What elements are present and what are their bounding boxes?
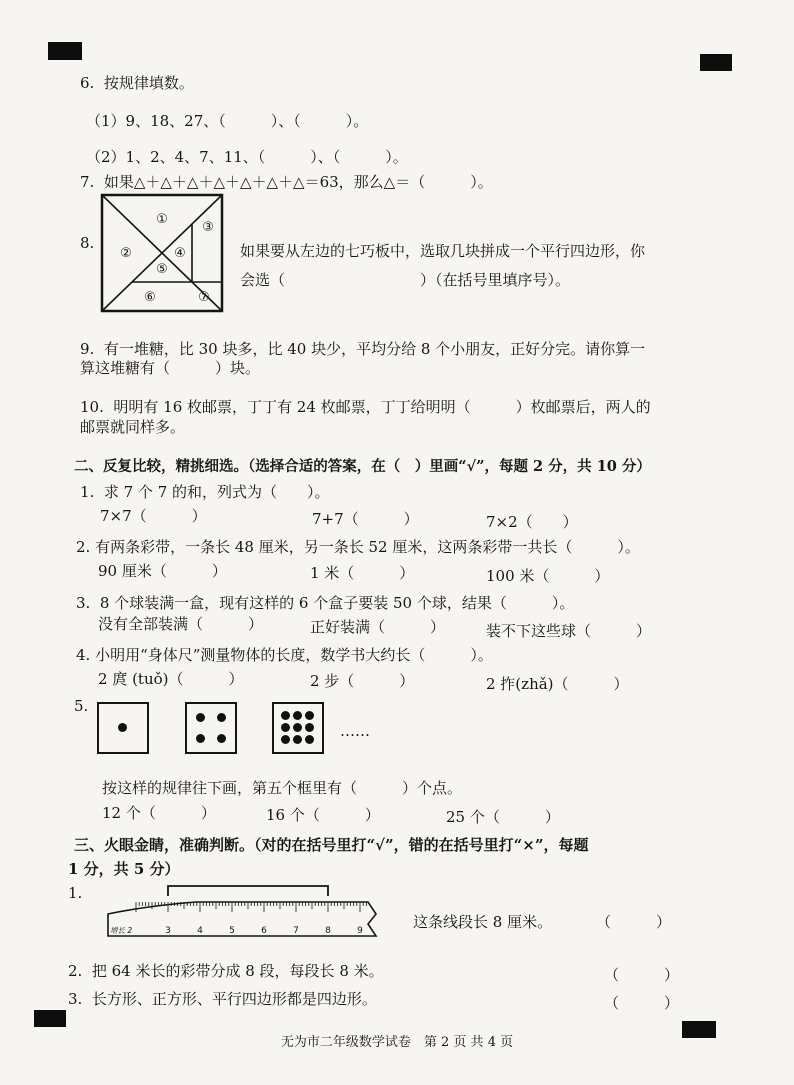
q9-line1: 9. 有一堆糖，比 30 块多，比 40 块少，平均分给 8 个小朋友，正好分完。请你算一 [80,340,646,358]
q8-text-line1: 如果要从左边的七巧板中，选取几块拼成一个平行四边形，你 [240,242,646,260]
s2-q3-option-c: 装不下这些球（ ） [486,622,652,640]
q8-number: 8. [80,234,95,252]
ruler-number: 6 [261,926,267,936]
ruler-number: 8 [325,926,331,936]
s2-q1: 1. 求 7 个 7 的和，列式为（ ）。 [80,483,330,501]
registration-mark-top-left [48,42,82,60]
s2-q5-option-b: 16 个（ ） [266,806,380,824]
dot-box-4 [185,702,237,754]
ruler-svg [106,884,378,944]
s2-q5-text: 按这样的规律往下画，第五个框里有（ ）个点。 [102,779,463,797]
q10-line2: 邮票就同样多。 [80,418,186,436]
s3-q3: 3. 长方形、正方形、平行四边形都是四边形。 [68,990,377,1008]
dot [293,735,302,744]
dot [217,734,226,743]
dot [305,735,314,744]
ruler-number: 3 [165,926,171,936]
page-footer: 无为市二年级数学试卷 第 2 页 共 4 页 [280,1035,514,1050]
s2-q5-number: 5. [74,697,89,715]
tangram-label-3: ③ [202,220,214,235]
s2-q5-ellipsis: …… [340,722,370,740]
s3-q2: 2. 把 64 米长的彩带分成 8 段，每段长 8 米。 [68,962,384,980]
section3-heading-line1: 三、火眼金睛，准确判断。（对的在括号里打“√”，错的在括号里打“×”，每题 [74,836,589,854]
dot-box-1 [97,702,149,754]
tangram-label-7: ⑦ [198,290,210,305]
s3-q2-paren: （ ） [604,966,680,984]
s2-q5-option-c: 25 个（ ） [446,808,560,826]
s3-q1-paren: （ ） [596,913,672,931]
tangram-svg [100,193,224,313]
ruler-number: 9 [357,926,363,936]
dot [293,711,302,720]
s2-q1-option-b: 7+7（ ） [312,510,419,528]
q9-line2: 算这堆糖有（ ）块。 [80,359,261,377]
dot [196,713,205,722]
registration-mark-bottom-left [34,1010,66,1027]
tangram-label-6: ⑥ [144,290,156,305]
ruler-brand-label: 增长 2 [110,926,133,935]
q6-title: 6. 按规律填数。 [80,74,194,92]
tangram-label-5: ⑤ [156,262,168,277]
s2-q1-option-a: 7×7（ ） [100,507,207,525]
registration-mark-top-right [700,54,732,71]
dot [281,711,290,720]
tangram-figure [100,193,224,313]
q6-part2: （2）1、2、4、7、11、（ ）、（ ）。 [86,148,408,166]
q8-text-line2: 会选（ ）（在括号里填序号）。 [240,271,571,289]
ruler-figure [106,884,378,944]
dot [305,711,314,720]
s2-q3: 3. 8 个球装满一盒，现有这样的 6 个盒子要装 50 个球，结果（ ）。 [76,594,575,612]
s2-q2-option-a: 90 厘米（ ） [98,562,227,580]
dot-box-9 [272,702,324,754]
s3-q3-paren: （ ） [604,994,680,1012]
s3-q1-number: 1. [68,884,83,902]
s2-q2-option-b: 1 米（ ） [310,564,415,582]
ruler-number: 5 [229,926,235,936]
tangram-label-2: ② [120,246,132,261]
ruler-number: 7 [293,926,299,936]
dot [293,723,302,732]
s2-q2: 2. 有两条彩带，一条长 48 厘米，另一条长 52 厘米，这两条彩带一共长（ ）。 [76,538,640,556]
s2-q4-option-b: 2 步（ ） [310,672,415,690]
q10-line1: 10. 明明有 16 枚邮票，丁丁有 24 枚邮票，丁丁给明明（ ）枚邮票后，两人的 [80,398,651,416]
s2-q5-option-a: 12 个（ ） [102,804,216,822]
ruler-number: 4 [197,926,203,936]
dot [305,723,314,732]
section3-heading-line2: 1 分，共 5 分） [68,860,180,878]
dot [196,734,205,743]
s2-q4-option-a: 2 庹 (tuǒ)（ ） [98,670,244,688]
dot [281,723,290,732]
section2-heading: 二、反复比较，精挑细选。（选择合适的答案，在（ ）里画“√”，每题 2 分，共 10 分） [74,458,651,475]
dot [281,735,290,744]
dot [217,713,226,722]
s2-q4: 4. 小明用“身体尺”测量物体的长度，数学书大约长（ ）。 [76,646,493,664]
s2-q1-option-c: 7×2（ ） [486,513,578,531]
tangram-label-1: ① [156,212,168,227]
q7: 7. 如果△＋△＋△＋△＋△＋△＋△＝63，那么△＝（ ）。 [80,173,493,191]
dot [118,723,127,732]
s2-q3-option-b: 正好装满（ ） [310,618,446,636]
tangram-label-4: ④ [174,246,186,261]
s3-q1-text: 这条线段长 8 厘米。 [413,913,553,931]
s2-q4-option-c: 2 拃(zhǎ)（ ） [486,675,629,693]
q6-part1: （1）9、18、27、（ ）、（ ）。 [86,112,369,130]
s2-q3-option-a: 没有全部装满（ ） [98,615,264,633]
s2-q2-option-c: 100 米（ ） [486,567,610,585]
